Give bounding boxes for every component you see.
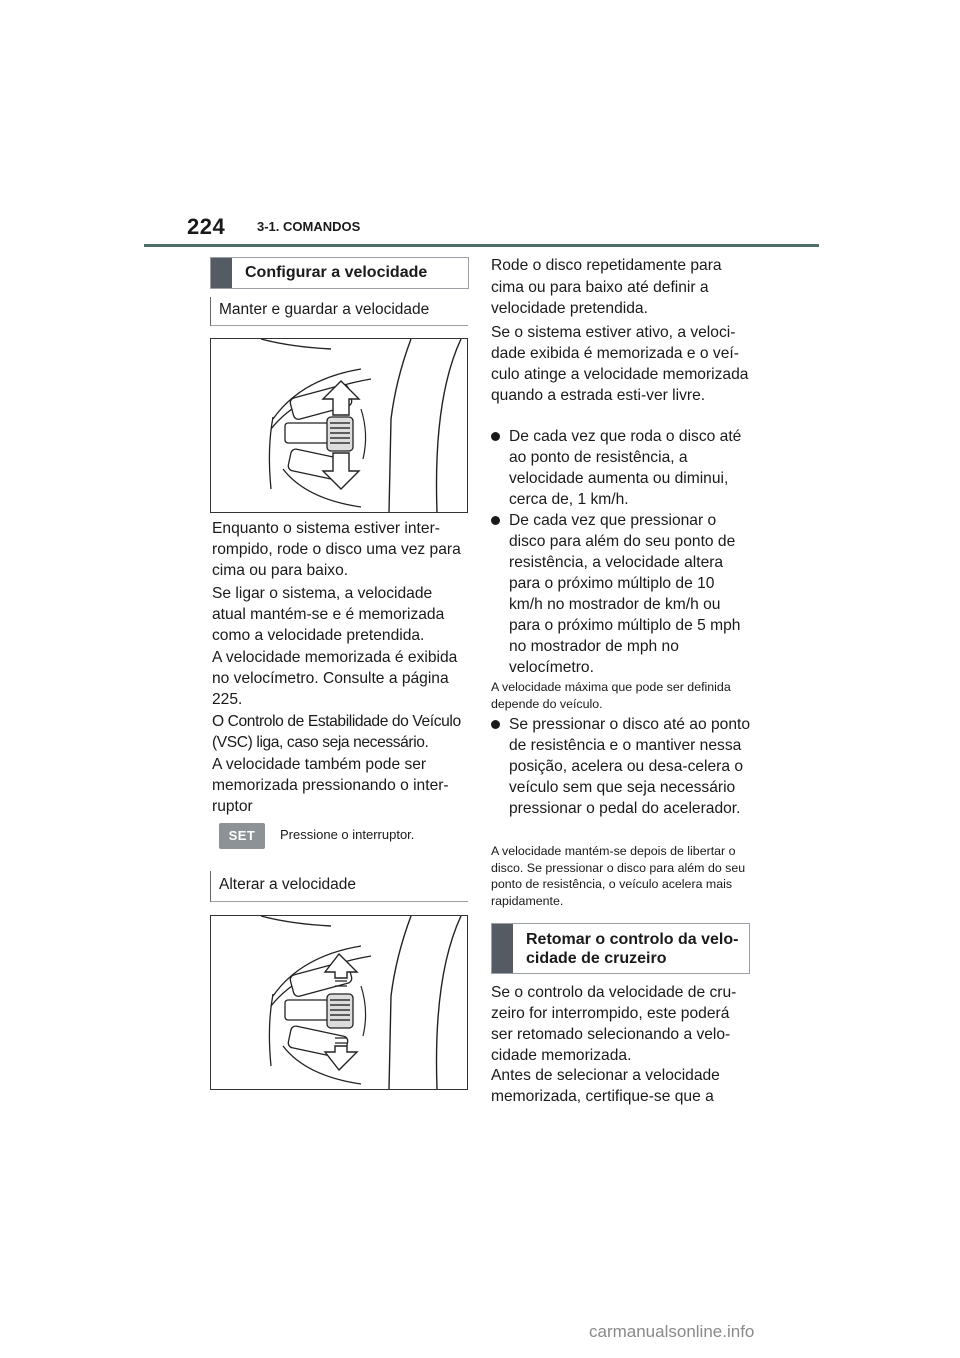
note: A velocidade mantém-se depois de libertar o disco. Se pressionar o disco para além do seu ponto de resistência, o veículo acelera mais rapidamente.	[491, 844, 746, 908]
paragraph: Rode o disco repetidamente para cima ou para baixo até definir a velocidade pretendida.	[491, 257, 722, 317]
paragraph: Se o controlo da velocidade de cru-zeiro for interrompido, este poderá ser retomado selecionando a velo-cidade memorizada.	[491, 984, 737, 1064]
paragraph: Enquanto o sistema estiver inter-rompido, rode o disco uma vez para cima ou para baixo.	[212, 520, 461, 579]
set-switch-icon	[219, 823, 265, 849]
section-marker	[211, 258, 232, 288]
header-divider	[144, 244, 819, 247]
section-title: Configurar a velocidade	[245, 264, 428, 281]
bullet-icon	[491, 720, 500, 729]
set-caption: Pressione o interruptor.	[280, 827, 415, 842]
bullet-icon	[491, 432, 500, 441]
steering-switch-illustration-2	[210, 915, 468, 1090]
bullet-item	[491, 510, 749, 678]
paragraph: A velocidade também pode ser memorizada pressionando o inter-ruptor	[212, 756, 449, 815]
watermark: carmanualsonline.info	[589, 1322, 755, 1341]
note: A velocidade máxima que pode ser definida depende do veículo.	[491, 680, 731, 711]
subheading-change-speed	[210, 871, 468, 902]
bullet-item	[491, 714, 757, 819]
paragraph: Se o sistema estiver ativo, a veloci-dade exibida é memorizada e o veí-culo atinge a velocidade memorizada quando a estrada esti-ver livre.	[491, 324, 749, 404]
chapter-title: 3-1. COMANDOS	[257, 219, 361, 234]
steering-switch-illustration	[210, 338, 468, 513]
bullet-item	[491, 426, 749, 510]
bullet-text: Se pressionar o disco até ao ponto de resistência e o mantiver nessa posição, acelera ou desa-celera o veículo sem que seja necessário pressionar o pedal do acelerador.	[509, 716, 750, 817]
subheading-keep-speed	[210, 297, 468, 326]
paragraph: O Controlo de Estabilidade do Veículo (VSC) liga, caso seja necessário.	[212, 713, 461, 751]
section-marker	[492, 924, 513, 973]
subheading-label: Alterar a velocidade	[219, 876, 356, 893]
paragraph: A velocidade memorizada é exibida no velocímetro. Consulte a página 225.	[212, 649, 458, 708]
paragraph: Antes de selecionar a velocidade memorizada, certifique-se que a	[491, 1067, 720, 1105]
bullet-text: De cada vez que roda o disco até ao ponto de resistência, a velocidade aumenta ou diminui, cerca de, 1 km/h.	[509, 428, 742, 508]
section-title: Retomar o controlo da velo-cidade de cruzeiro	[526, 931, 739, 967]
bullet-icon	[491, 516, 500, 525]
section-heading-resume-cruise	[491, 923, 750, 974]
section-heading-configure-speed	[210, 257, 469, 289]
bullet-text: De cada vez que pressionar o disco para além do seu ponto de resistência, a velocidade altera para o próximo múltiplo de 10 km/h no mostrador de km/h ou para o próximo múltiplo de 5 mph no mostrador de mph no velocímetro.	[509, 512, 741, 676]
set-switch-label: SET	[228, 828, 256, 843]
page-number: 224	[187, 214, 226, 239]
subheading-label: Manter e guardar a velocidade	[219, 301, 430, 318]
paragraph: Se ligar o sistema, a velocidade atual mantém-se e é memorizada como a velocidade pretendida.	[212, 585, 445, 644]
